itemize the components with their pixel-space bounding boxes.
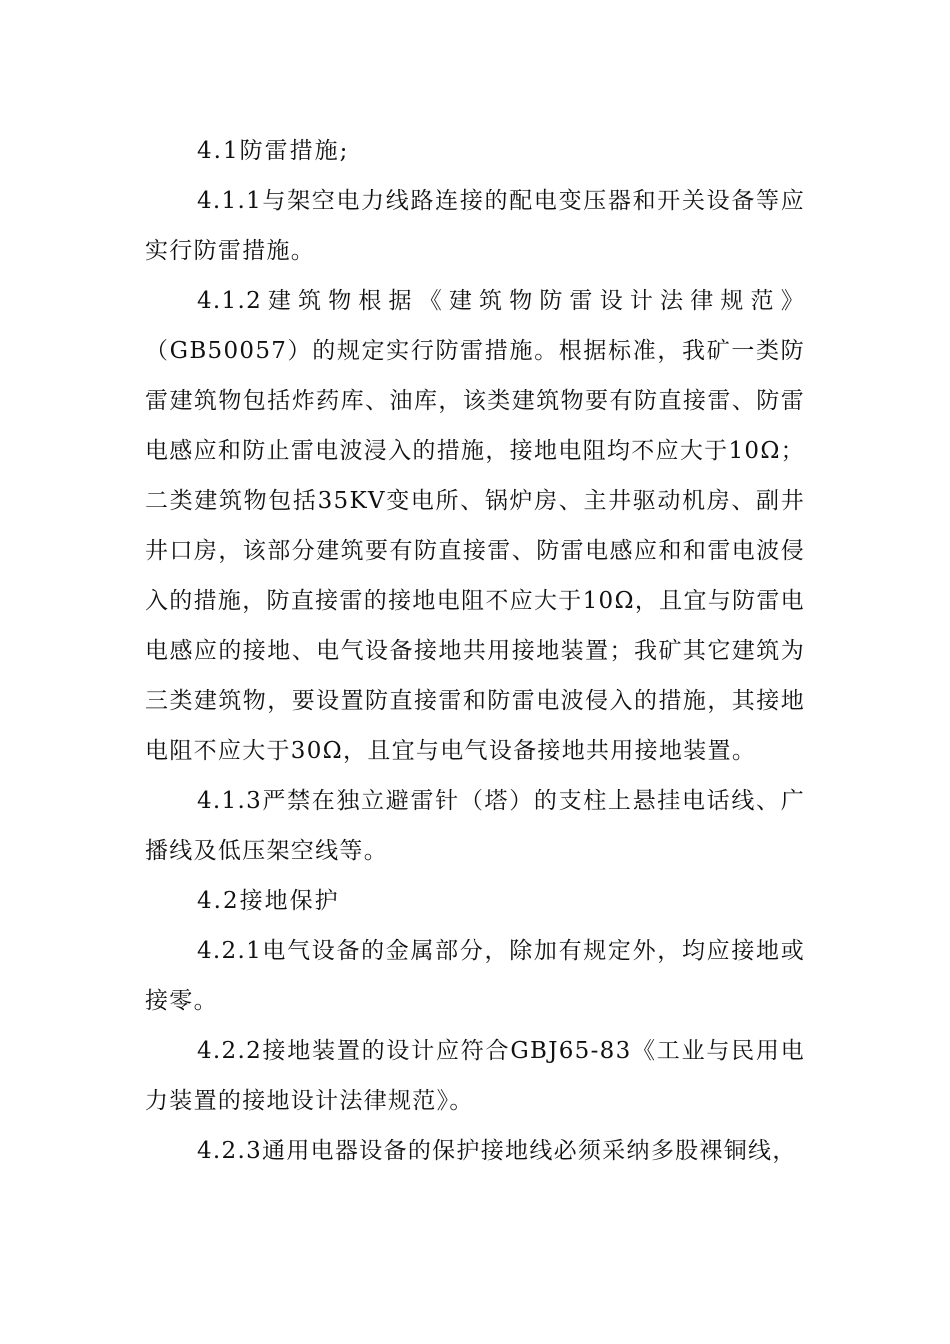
section-heading-4-1: 4.1防雷措施; [197, 138, 350, 164]
document-body [145, 126, 805, 1176]
clause-4-2-3: 4.2.3通用电器设备的保护接地线必须采纳多股裸铜线， [197, 1138, 797, 1164]
clause-4-1-2: 4.1.2建筑物根据《建筑物防雷设计法律规范》（GB50057）的规定实行防雷措施。根据标准，我矿一类防雷建筑物包括炸药库、油库，该类建筑物要有防直接雷、防雷电感应和防止雷电波浸入的措施，接地电阻均不应大于10Ω；二类建筑物包括35KV变电所、锅炉房、主井驱动机房、副井井口房，该部分建筑要有防直接雷、防雷电感应和和雷电波侵入的措施，防直接雷的接地电阻不应大于10Ω，且宜与防雷电电感应的接地、电气设备接地共用接地装置；我矿其它建筑为三类建筑物，要设置防直接雷和防雷电波侵入的措施，其接地电阻不应大于30Ω，且宜与电气设备接地共用接地装置。 [145, 288, 805, 764]
clause-4-2-1: 4.2.1电气设备的金属部分，除加有规定外，均应接地或接零。 [145, 938, 805, 1014]
clause-4-1-3: 4.1.3严禁在独立避雷针（塔）的支柱上悬挂电话线、广播线及低压架空线等。 [145, 788, 805, 864]
clause-4-1-1: 4.1.1与架空电力线路连接的配电变压器和开关设备等应实行防雷措施。 [145, 188, 805, 264]
section-heading-4-2: 4.2接地保护 [197, 888, 340, 914]
clause-4-2-2: 4.2.2接地装置的设计应符合GBJ65-83《工业与民用电力装置的接地设计法律规范》。 [145, 1038, 805, 1114]
